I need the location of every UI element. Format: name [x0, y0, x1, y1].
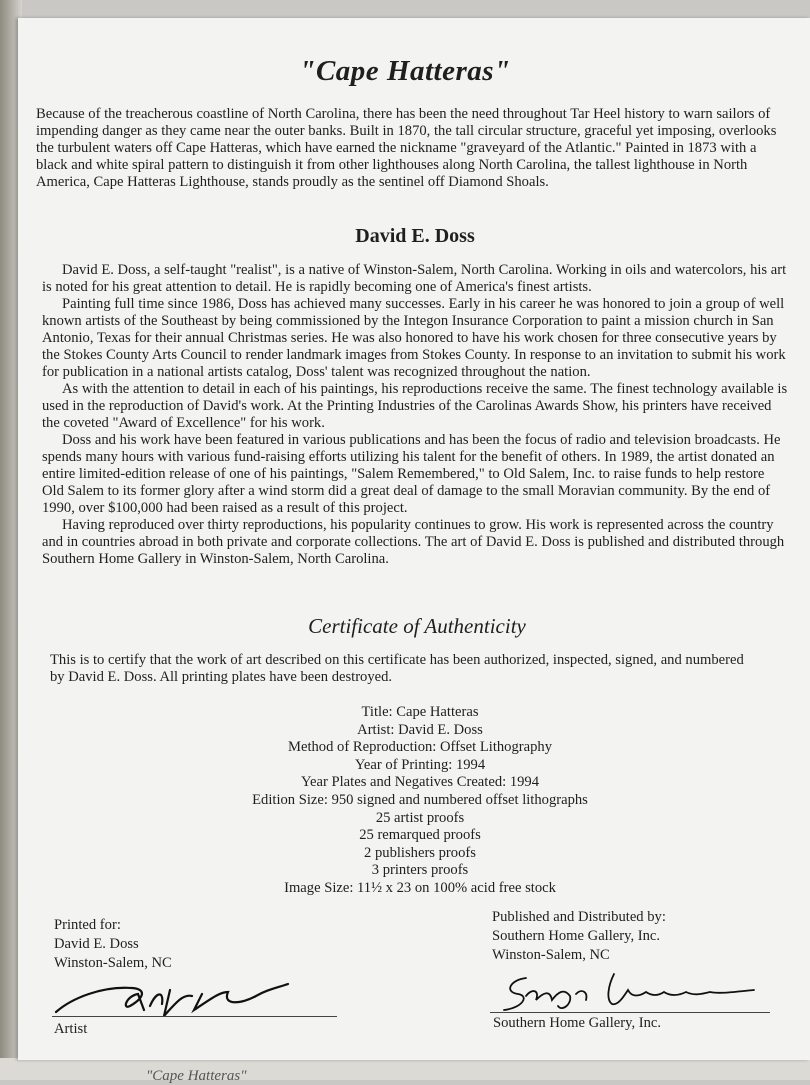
underlying-print-title: "Cape Hatteras": [146, 1068, 247, 1084]
gallery-label: Southern Home Gallery, Inc.: [493, 1015, 662, 1031]
underlying-print: [0, 1058, 810, 1080]
published-by-name: Southern Home Gallery, Inc.: [492, 928, 661, 944]
printed-for-block: [54, 916, 172, 973]
printed-for-name: David E. Doss: [54, 936, 139, 952]
document-title: "Cape Hatteras": [299, 55, 511, 87]
printed-for-label: Printed for:: [54, 917, 121, 933]
bio-paragraph: Painting full time since 1986, Doss has achieved many successes. Early in his career he was honored to join a group of well known artists of the Southeast by being commissioned by the Integon Insurance Corporation to paint a mission church in San Antonio, Texas for their annual Christmas series. He was also honored to have his work chosen for three consecutive years by the Stokes County Arts Council to render landmark images from Stokes County. In response to an invitation to submit his work for publication in a national artists catalog, Doss' talent was recognized throughout the nation.: [42, 296, 786, 380]
detail-line: Title: Cape Hatteras: [361, 704, 479, 720]
artist-label: Artist: [54, 1021, 88, 1037]
artist-signature-line: [52, 1016, 337, 1017]
detail-line: 25 artist proofs: [375, 809, 465, 826]
bio-paragraph: As with the attention to detail in each of his paintings, his reproductions receive the same. The finest technology available is used in the reproduction of David's work. At the Printing Industries of the Carolinas Awards Show, his printers have received the coveted "Award of Excellence" for his work.: [42, 381, 788, 431]
intro-paragraph: Because of the treacherous coastline of North Carolina, there has been the need throughout Tar Heel history to warn sailors of impending danger as they came near the outer banks. Built in 1870, the tall circular structure, graceful yet imposing, overlooks the turbulent waters off Cape Hatteras, which have earned the nickname "graveyard of the Atlantic." Painted in 1873 with a black and white spiral pattern to distinguish it from other lighthouses along North Carolina, the tallest lighthouse in North America, Cape Hatteras Lighthouse, stands proudly as the sentinel off Diamond Shoals.: [36, 106, 777, 190]
artist-biography: [42, 262, 788, 568]
edition-details: [0, 704, 810, 898]
detail-line: Edition Size: 950 signed and numbered offset lithographs: [252, 791, 588, 808]
gallery-signature-line: [490, 1012, 770, 1013]
certificate-statement: This is to certify that the work of art described on this certificate has been authorized, inspected, signed, and numbered by David E. Doss. All printing plates have been destroyed.: [50, 652, 744, 685]
published-by-city: Winston-Salem, NC: [492, 947, 610, 963]
detail-line: Year of Printing: 1994: [354, 756, 486, 773]
detail-line: Year Plates and Negatives Created: 1994: [300, 774, 540, 791]
artist-heading: David E. Doss: [355, 225, 475, 247]
detail-line: Method of Reproduction: Offset Lithography: [288, 739, 552, 756]
published-by-block: [492, 908, 666, 965]
detail-line: 25 remarqued proofs: [359, 827, 481, 844]
detail-line: Artist: David E. Doss: [357, 721, 483, 738]
gallery-signature: [496, 966, 766, 1016]
bio-paragraph: David E. Doss, a self-taught "realist", is a native of Winston-Salem, North Carolina. Working in oils and watercolors, his art is noted for his great attention to detail. He is rapidly becoming one of America's finest artists.: [42, 262, 787, 295]
printed-for-city: Winston-Salem, NC: [54, 955, 172, 971]
bio-paragraph: Having reproduced over thirty reproductions, his popularity continues to grow. His work is represented across the country and in countries abroad in both private and corporate collections. The art of David E. Doss is published and distributed through Southern Home Gallery in Winston-Salem, North Carolina.: [42, 517, 785, 567]
bio-paragraph: Doss and his work have been featured in various publications and has been the focus of radio and television broadcasts. He spends many hours with various fund-raising efforts utilizing his talent for the benefit of others. In 1989, the artist donated an entire limited-edition release of one of his paintings, "Salem Remembered," to Old Salem, Inc. to raise funds to help restore Old Salem to its former glory after a wind storm did a great deal of damage to the small Moravian community. By the end of 1990, over $100,000 had been raised as a result of this project.: [42, 432, 781, 516]
detail-line: 2 publishers proofs: [364, 844, 476, 861]
detail-line: 3 printers proofs: [371, 862, 469, 879]
certificate-heading: Certificate of Authenticity: [308, 614, 526, 638]
published-by-label: Published and Distributed by:: [492, 909, 666, 925]
detail-line: Image Size: 11½ x 23 on 100% acid free stock: [284, 879, 556, 896]
